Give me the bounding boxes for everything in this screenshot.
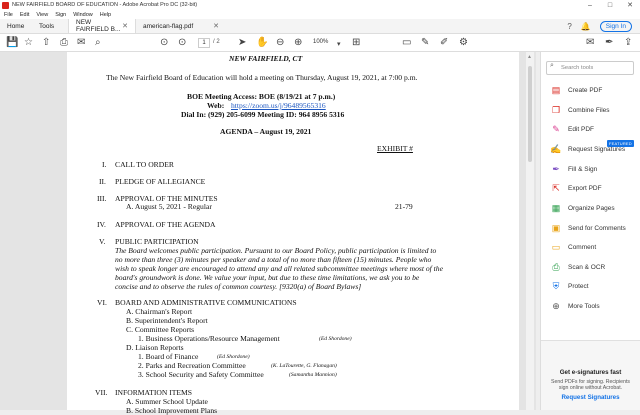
tool-label: More Tools <box>568 302 600 310</box>
doc-web-link[interactable]: https://zoom.us/j/96489565316 <box>231 101 326 110</box>
agenda-subitem: B. Superintendent's Report <box>126 316 208 325</box>
zoom-in-icon[interactable]: ⊕ <box>294 37 303 48</box>
doc-agenda-title: AGENDA – August 19, 2021 <box>220 127 312 136</box>
tools-sidebar <box>540 52 640 410</box>
combine-files-icon: ❐ <box>551 104 561 115</box>
doc-web-label: Web: <box>207 101 225 110</box>
stamp-icon[interactable]: ⚙ <box>459 37 468 48</box>
zoom-level-select[interactable]: 100% <box>313 39 329 45</box>
agenda-assignee: (Ed Shordone) <box>217 354 250 360</box>
agenda-item: APPROVAL OF THE MINUTES <box>115 194 218 203</box>
agenda-subsubitem: 1. Board of Finance <box>138 352 199 361</box>
agenda-assignee: (Samantha Mannion) <box>289 372 337 378</box>
tool-label: Organize Pages <box>568 204 615 212</box>
menu-edit[interactable]: Edit <box>19 11 30 18</box>
comment-icon[interactable]: ▭ <box>402 37 412 48</box>
tab-document-label: american-flag.pdf <box>143 22 194 30</box>
highlight-icon[interactable]: ✐ <box>440 37 449 48</box>
tool-label: Create PDF <box>568 86 603 94</box>
tool-export-pdf[interactable] <box>551 181 602 195</box>
tab-home[interactable]: Home <box>7 22 25 30</box>
tool-label: Scan & OCR <box>568 263 606 271</box>
menu-window[interactable]: Window <box>73 11 93 18</box>
tool-label: Send for Comments <box>568 224 626 232</box>
tab-bar <box>0 19 640 34</box>
print-icon[interactable]: ⎙ <box>60 37 68 48</box>
agenda-num: IV. <box>97 220 106 229</box>
tool-label: Edit PDF <box>568 125 595 133</box>
document-viewer[interactable] <box>0 52 536 415</box>
agenda-subitem: D. Liaison Reports <box>126 343 184 352</box>
send-comments-icon: ▣ <box>551 222 561 233</box>
window-title: NEW FAIRFIELD BOARD OF EDUCATION - Adobe Acrobat Pro DC (32-bit) <box>12 2 198 8</box>
tool-label: Comment <box>568 243 597 251</box>
email-icon[interactable]: ✉ <box>77 37 86 48</box>
tool-more-tools[interactable] <box>551 299 600 313</box>
agenda-assignee: (Ed Shordone) <box>319 336 352 342</box>
share-email-icon[interactable]: ✉ <box>586 37 595 48</box>
agenda-item: PLEDGE OF ALLEGIANCE <box>115 177 206 186</box>
agenda-subsubitem: 3. School Security and Safety Committee <box>138 370 264 379</box>
comment-icon: ▭ <box>551 241 561 252</box>
tab-document-american-flag[interactable] <box>136 19 226 33</box>
agenda-num: V. <box>99 237 106 246</box>
tab-tools[interactable]: Tools <box>39 22 55 30</box>
upload-cloud-icon[interactable]: ⇧ <box>42 37 51 48</box>
agenda-exhibit-ref: 21-79 <box>395 202 413 211</box>
agenda-item: CALL TO ORDER <box>115 160 174 169</box>
zoom-out-icon[interactable]: ⊖ <box>276 37 285 48</box>
tool-request-signatures[interactable] <box>551 142 625 156</box>
tool-comment[interactable] <box>551 240 596 254</box>
doc-location: NEW FAIRFIELD, CT <box>229 54 303 63</box>
page-down-icon[interactable]: ⊙ <box>178 37 187 48</box>
featured-badge: FEATURED <box>609 141 632 146</box>
agenda-num: III. <box>97 194 107 203</box>
menu-bar <box>0 10 640 19</box>
page-total: / 2 <box>213 39 220 45</box>
tab-document-label: NEW FAIRFIELD B... <box>76 19 121 33</box>
create-pdf-icon: ▤ <box>551 84 561 95</box>
promo-description: Send PDFs for signing. Recipients sign online without Acrobat. <box>550 379 630 391</box>
menu-file[interactable]: File <box>4 11 13 18</box>
doc-access: BOE Meeting Access: BOE (8/19/21 at 7 p.m.) <box>187 92 336 101</box>
organize-pages-icon: ▦ <box>551 202 561 213</box>
sign-pen-icon[interactable]: ✒ <box>605 37 614 48</box>
doc-dial-in: Dial In: (929) 205-6099 Meeting ID: 964 8956 5316 <box>181 110 345 119</box>
scrollbar-thumb[interactable] <box>528 66 532 162</box>
agenda-num: VI. <box>97 298 107 307</box>
agenda-num: I. <box>102 160 107 169</box>
export-pdf-icon: ⇱ <box>552 182 560 193</box>
close-tab-icon[interactable]: ✕ <box>122 23 128 30</box>
fill-sign-icon: ✒ <box>552 163 560 174</box>
bookmark-star-icon[interactable]: ☆ <box>24 37 33 48</box>
tool-label: Export PDF <box>568 184 602 192</box>
edit-pdf-icon: ✎ <box>552 123 560 134</box>
tool-label: Fill & Sign <box>568 165 598 173</box>
pen-icon[interactable]: ✎ <box>421 37 430 48</box>
tab-bar-right <box>567 19 640 33</box>
agenda-item: PUBLIC PARTICIPATION <box>115 237 199 246</box>
tool-create-pdf[interactable] <box>551 83 602 97</box>
agenda-subitem: A. Chairman's Report <box>126 307 193 316</box>
close-window-button[interactable]: ✕ <box>627 2 633 9</box>
agenda-item: APPROVAL OF THE AGENDA <box>115 220 216 229</box>
agenda-num: II. <box>99 177 106 186</box>
agenda-assignee: (K. LaTourette, G. Flanagan) <box>271 363 337 369</box>
tool-fill-sign[interactable] <box>551 162 597 176</box>
tab-document-active[interactable] <box>68 19 136 33</box>
share-icon[interactable]: ⇪ <box>624 37 633 48</box>
agenda-item: BOARD AND ADMINISTRATIVE COMMUNICATIONS <box>115 298 297 307</box>
promo-heading: Get e-signatures fast <box>559 369 622 376</box>
fit-page-icon[interactable]: ⊞ <box>352 37 361 48</box>
tool-combine-files[interactable] <box>551 103 610 117</box>
menu-sign[interactable]: Sign <box>55 11 67 18</box>
close-tab-icon[interactable]: ✕ <box>213 23 219 30</box>
minimize-button[interactable]: – <box>588 1 592 9</box>
agenda-item: INFORMATION ITEMS <box>115 388 192 397</box>
tool-organize-pages[interactable] <box>551 201 615 215</box>
agenda-subitem: A. Summer School Update <box>126 397 208 406</box>
tool-label: Combine Files <box>568 106 610 114</box>
pdf-page <box>67 52 519 415</box>
page-up-icon[interactable]: ⊙ <box>160 37 169 48</box>
tool-send-for-comments[interactable] <box>551 221 626 235</box>
scan-ocr-icon: ⎙ <box>552 261 560 272</box>
toolbar <box>0 34 640 52</box>
tool-scan-ocr[interactable] <box>551 260 605 274</box>
search-tools-input[interactable]: Search tools <box>546 61 634 75</box>
acrobat-app-icon <box>2 2 9 9</box>
zoom-search-icon[interactable]: ⌕ <box>95 37 101 48</box>
scroll-up-icon[interactable]: ▲ <box>527 54 532 60</box>
save-icon[interactable]: 💾 <box>6 37 19 48</box>
vertical-scrollbar[interactable] <box>526 52 534 410</box>
agenda-num: VII. <box>95 388 108 397</box>
title-bar <box>0 0 640 10</box>
window-controls <box>580 0 640 10</box>
bell-icon[interactable]: 🔔 <box>580 21 591 31</box>
menu-view[interactable]: View <box>36 11 49 18</box>
tool-label: Protect <box>568 282 589 290</box>
more-tools-icon: ⊕ <box>552 300 560 311</box>
sign-in-button[interactable]: Sign In <box>600 21 632 32</box>
search-icon: ⌕ <box>550 62 554 69</box>
page-number-input[interactable]: 1 <box>198 38 210 48</box>
request-signatures-link[interactable]: Request Signatures <box>561 394 620 401</box>
tool-label: Request Signatures <box>568 145 626 153</box>
doc-exhibit-header: EXHIBIT # <box>377 144 413 153</box>
zoom-dropdown-icon[interactable]: ▾ <box>337 41 341 48</box>
agenda-subitem: B. School Improvement Plans <box>126 406 218 415</box>
menu-help[interactable]: Help <box>99 11 112 18</box>
tool-edit-pdf[interactable] <box>551 122 594 136</box>
help-icon[interactable]: ? <box>567 21 572 31</box>
agenda-subsubitem: 2. Parks and Recreation Committee <box>138 361 246 370</box>
tool-protect[interactable] <box>551 279 589 293</box>
esign-promo-panel <box>541 340 640 410</box>
request-signatures-icon: ✍ <box>550 143 562 154</box>
maximize-button[interactable]: □ <box>607 1 613 9</box>
doc-intro: The New Fairfield Board of Education will hold a meeting on Thursday, August 19, 2021, at 7:00 p.m. <box>106 73 418 82</box>
hand-tool-icon[interactable]: ✋ <box>256 37 269 48</box>
public-participation-text: The Board welcomes public participation. Pursuant to our Board Policy, public participation is limited to no more than three (3) minutes per speaker and a total of no more than fifteen (15) minutes. People who wish to speak longer are encouraged to attend any and all related subcommittee meetings where most of the board's groundwork is done. We value your input, but due to these time limitations, we ask you to be concise and to observe the rules of common courtesy. [9320(a) of Board Bylaws] <box>115 246 443 291</box>
select-cursor-icon[interactable]: ➤ <box>238 37 247 48</box>
protect-icon: ⛨ <box>552 280 560 291</box>
agenda-subsubitem: 1. Business Operations/Resource Management <box>138 334 280 343</box>
agenda-subitem: A. August 5, 2021 - Regular <box>126 202 212 211</box>
agenda-subitem: C. Committee Reports <box>126 325 195 334</box>
